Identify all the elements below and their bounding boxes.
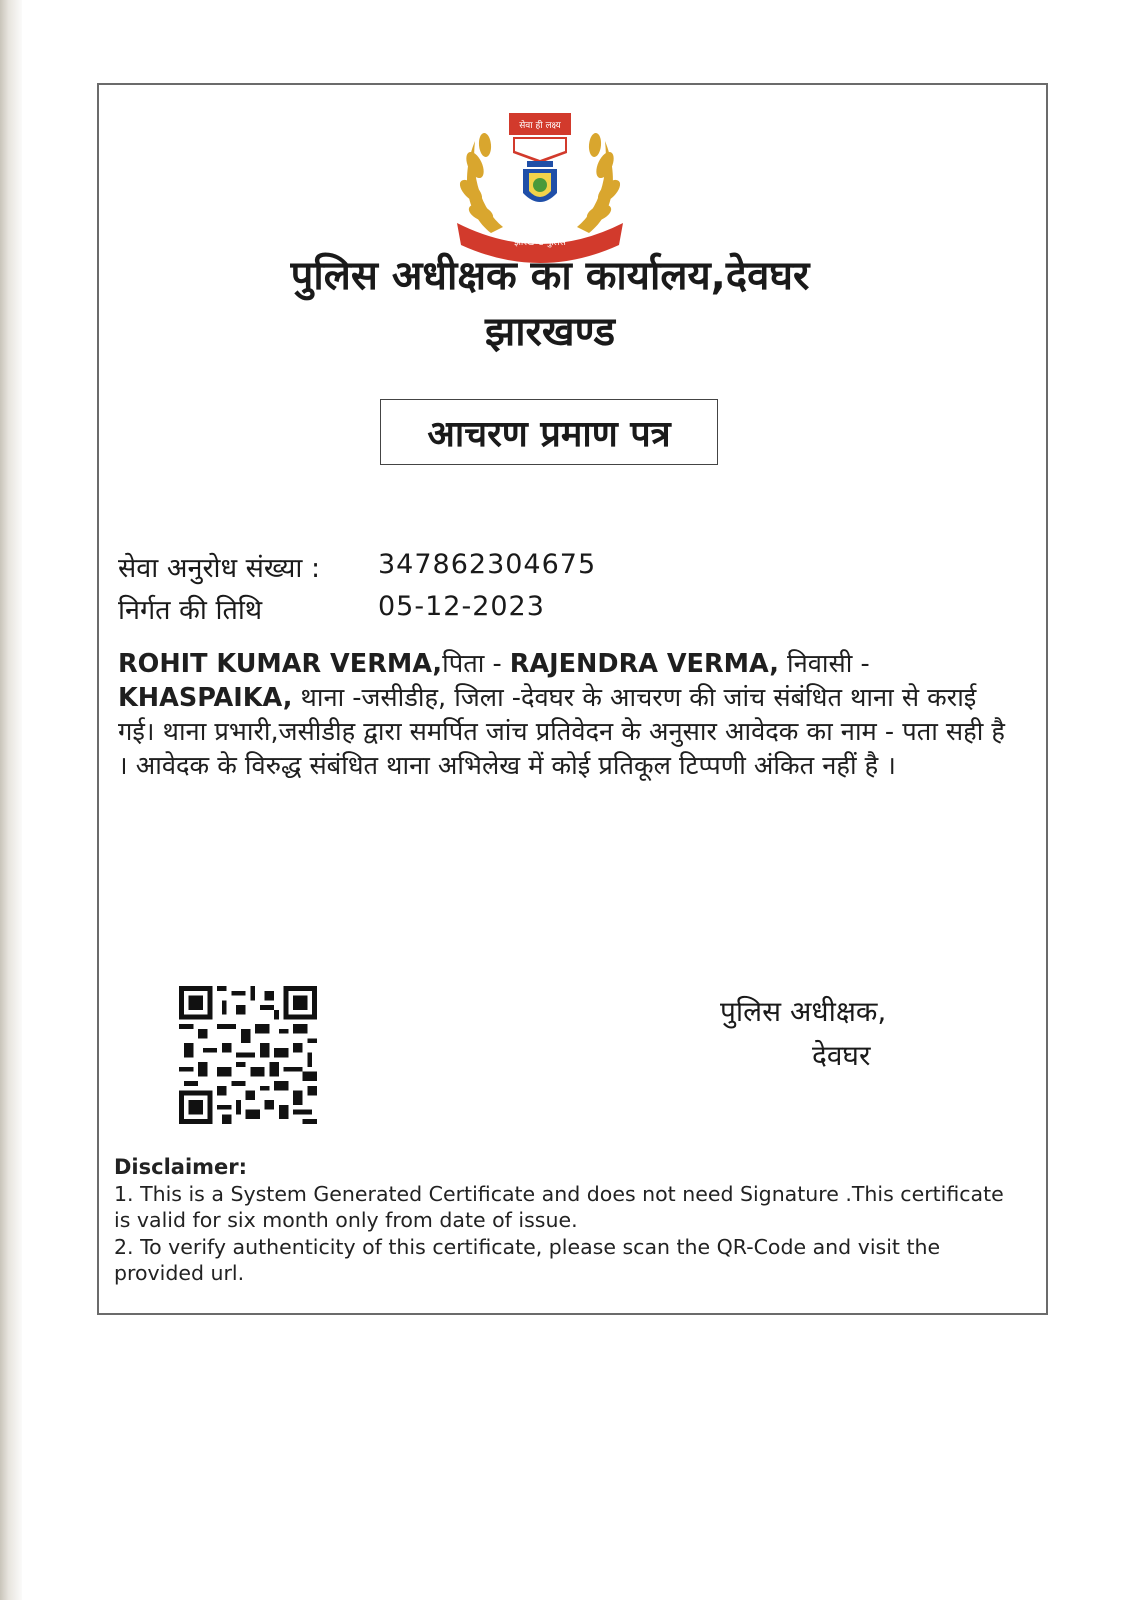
body-rest: थाना -जसीडीह, जिला -देवघर के आचरण की जांच संबंधित थाना से कराई गई। थाना प्रभारी,जसीडीह द्वारा समर्पित जांच प्रतिवेदन के अनुसार आवेदक का नाम - पता सही है । आवेदक के विरुद्ध संबंधित थाना अभिलेख में कोई प्रतिकूल टिप्पणी अंकित नहीं है । <box>118 683 1005 781</box>
certificate-title: आचरण प्रमाण पत्र <box>380 399 718 465</box>
service-request-number: 347862304675 <box>378 549 597 580</box>
village-name: KHASPAIKA, <box>118 683 293 713</box>
signatory-designation: पुलिस अधीक्षक, <box>720 995 887 1028</box>
disclaimer <box>114 1154 1014 1287</box>
issue-date-value: 05-12-2023 <box>378 591 545 622</box>
jharkhand-police-emblem-icon <box>451 105 629 263</box>
issue-date-label: निर्गत की तिथि <box>118 595 263 626</box>
issue-date-row <box>118 590 545 627</box>
disclaimer-title: Disclaimer: <box>114 1155 248 1179</box>
qr-code-icon <box>179 986 317 1124</box>
disclaimer-item-2: 2. To verify authenticity of this certificate, please scan the QR-Code and visit the provided url. <box>114 1234 941 1285</box>
service-request-row <box>118 548 597 585</box>
service-request-label: सेवा अनुरोध संख्या : <box>118 553 321 584</box>
signature-block <box>720 990 920 1078</box>
applicant-name: ROHIT KUMAR VERMA, <box>118 649 443 679</box>
father-label: पिता - <box>442 649 510 679</box>
certificate-body <box>118 647 1018 783</box>
disclaimer-item-1: 1. This is a System Generated Certificate and does not need Signature .This certificate is valid for six month only from date of issue. <box>114 1181 1004 1232</box>
resident-label: निवासी - <box>778 649 870 679</box>
office-state: झारखण्ड <box>484 309 616 355</box>
svg-text:झारखण्ड पुलिस: झारखण्ड पुलिस <box>514 238 566 248</box>
svg-text:सेवा ही लक्ष्य: सेवा ही लक्ष्य <box>519 121 561 131</box>
office-title: पुलिस अधीक्षक का कार्यालय,देवघर <box>290 253 810 299</box>
signatory-location: देवघर <box>812 1039 871 1072</box>
father-name: RAJENDRA VERMA, <box>509 649 779 679</box>
scan-edge-shadow <box>0 0 22 1600</box>
